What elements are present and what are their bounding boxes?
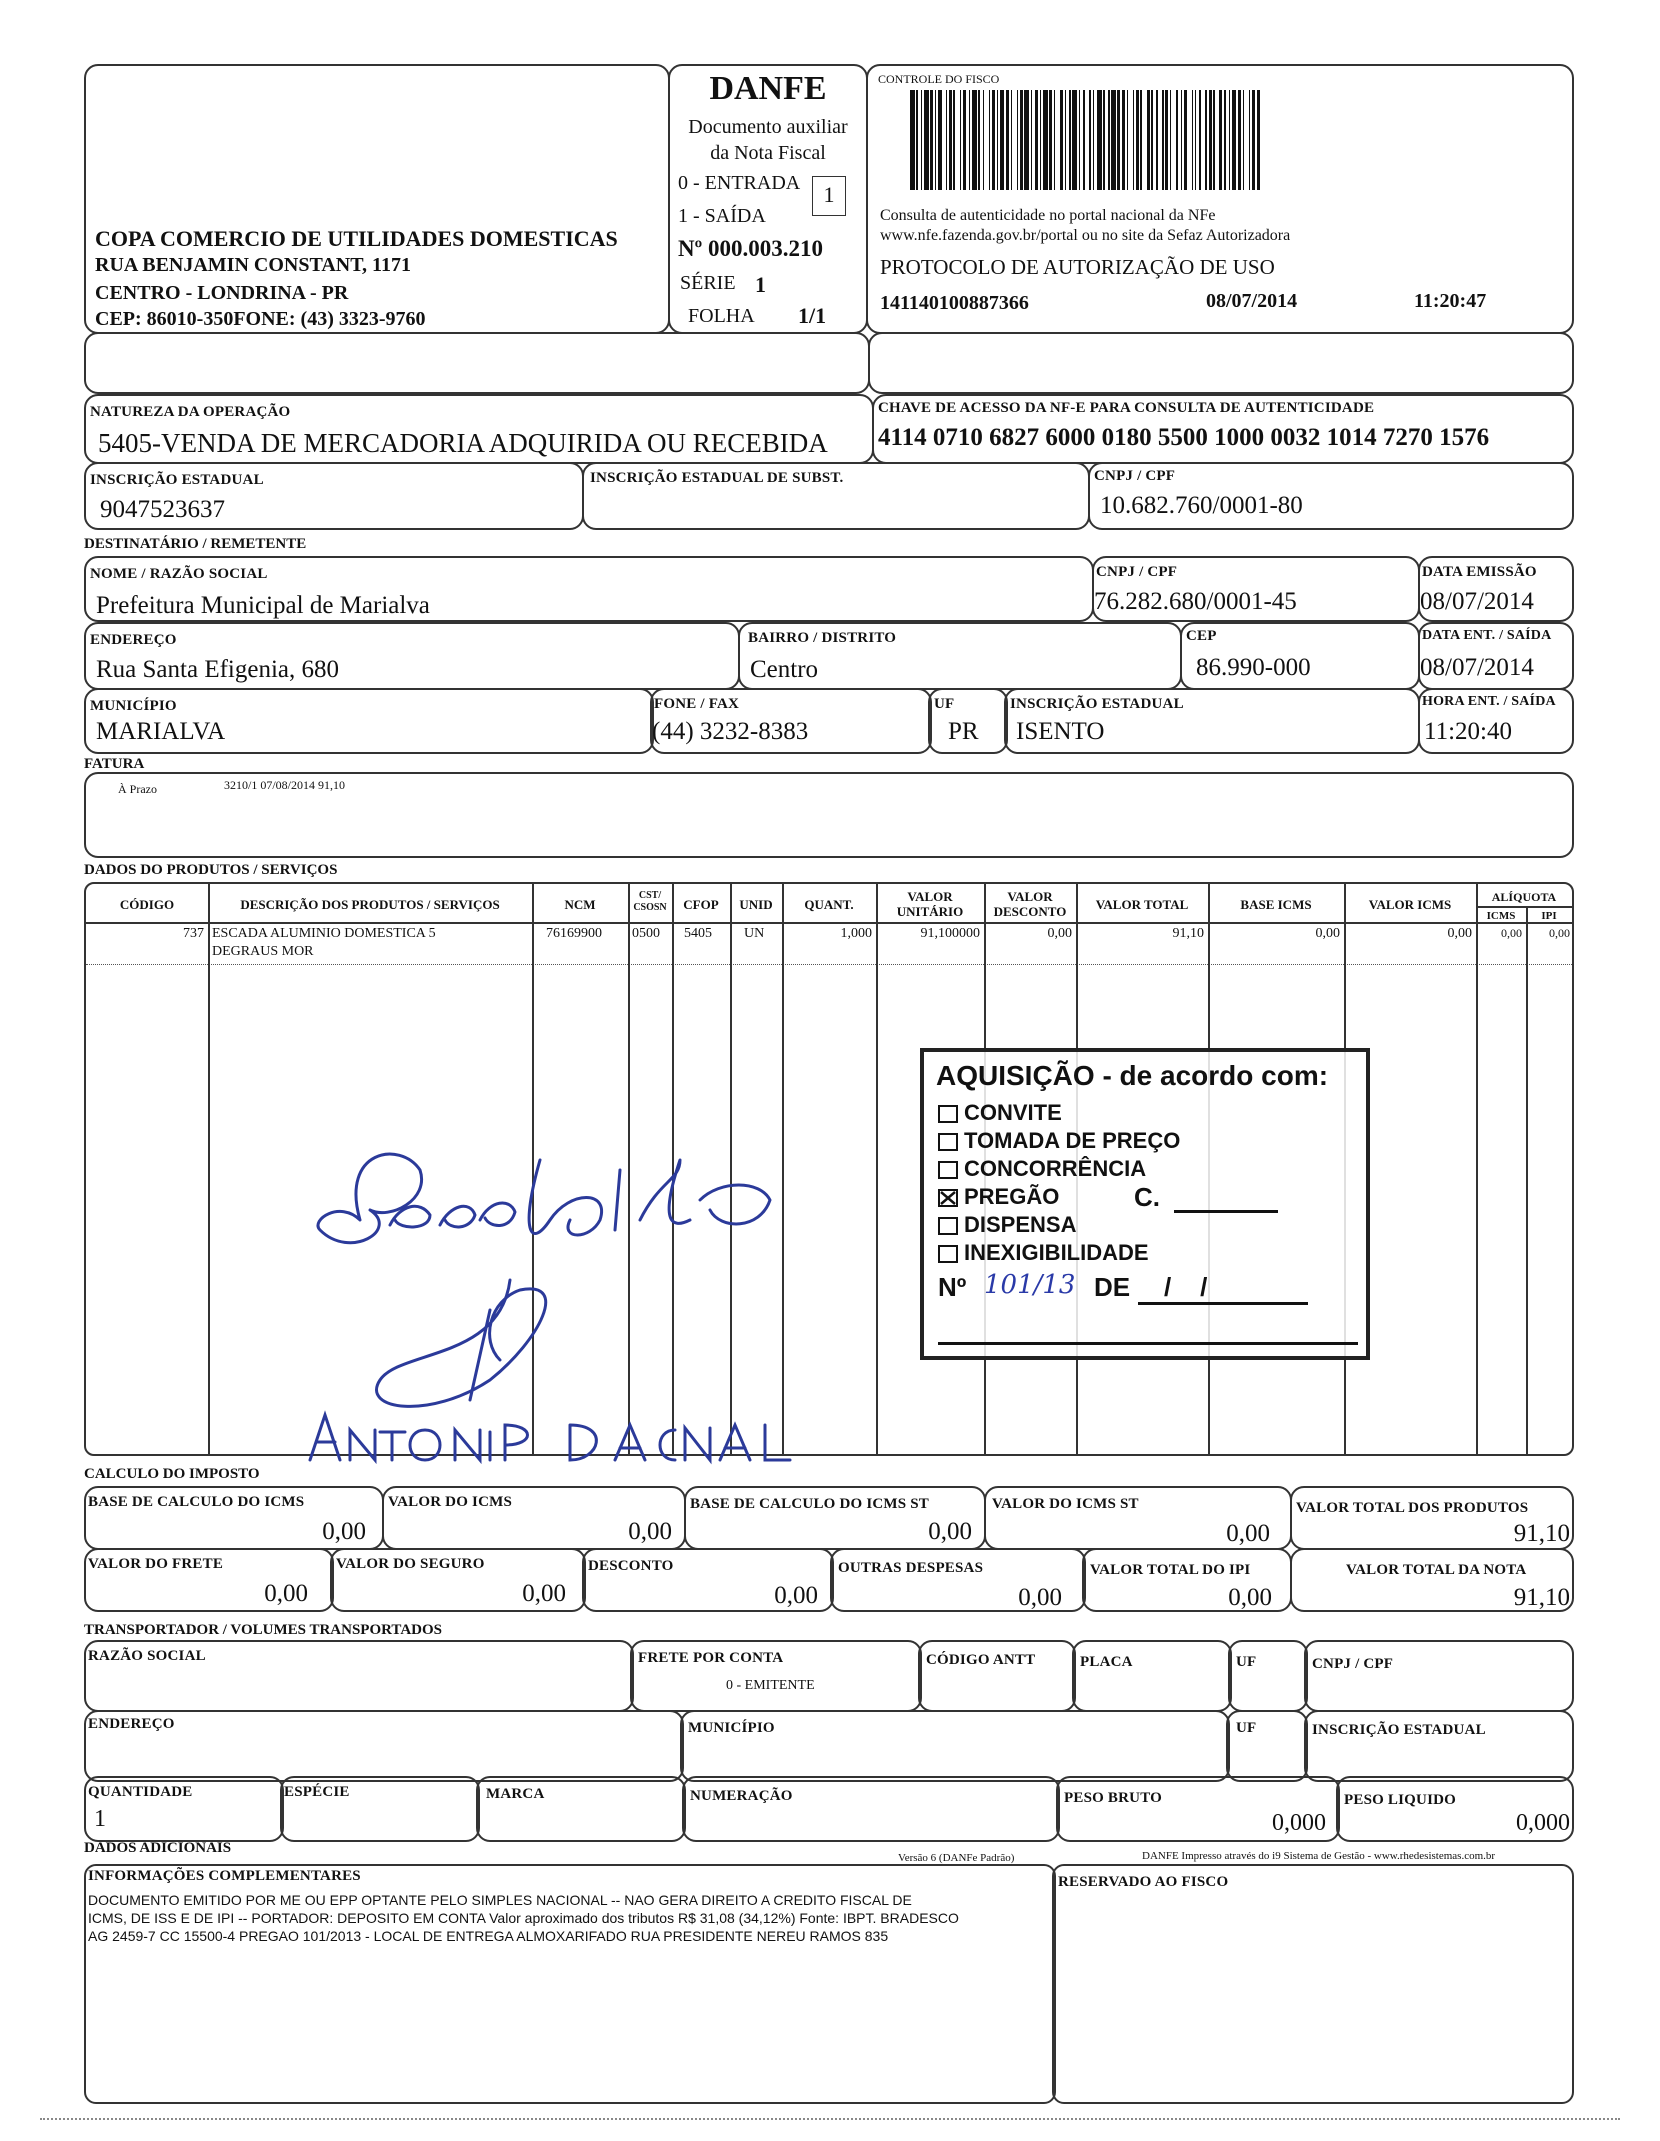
numeracao-label: NUMERAÇÃO xyxy=(690,1788,793,1804)
seguro-value: 0,00 xyxy=(522,1580,566,1607)
th-vdesc-2: DESCONTO xyxy=(993,904,1067,919)
products-header-line xyxy=(86,922,1572,924)
tax-basest-value: 0,00 xyxy=(928,1518,972,1545)
th-codigo: CÓDIGO xyxy=(119,897,175,912)
danfe-serie-label: SÉRIE xyxy=(680,272,736,294)
chave-label: CHAVE DE ACESSO DA NF-E PARA CONSULTA DE AUTENTICIDADE xyxy=(878,400,1375,416)
transport-municipio-label: MUNICÍPIO xyxy=(688,1720,775,1736)
bruto-value: 0,000 xyxy=(1272,1810,1326,1836)
handwritten-name-text xyxy=(320,1420,330,1421)
issuer-address: RUA BENJAMIN CONSTANT, 1171 xyxy=(95,254,411,276)
th-aliq-icms: ICMS xyxy=(1486,910,1516,922)
emissao-value: 08/07/2014 xyxy=(1420,588,1534,615)
tax-section: CALCULO DO IMPOSTO xyxy=(84,1466,260,1482)
blank-box-right xyxy=(868,332,1574,394)
danfe-entrada: 0 - ENTRADA xyxy=(678,172,801,194)
razao-label: RAZÃO SOCIAL xyxy=(88,1648,206,1664)
checkbox-icon xyxy=(938,1105,958,1123)
th-quant: QUANT. xyxy=(804,897,854,912)
stamp-item-pregao: PREGÃO xyxy=(938,1184,1059,1210)
transport-ie-label: INSCRIÇÃO ESTADUAL xyxy=(1312,1722,1486,1738)
info-line-2: ICMS, DE ISS E DE IPI -- PORTADOR: DEPOSITO EM CONTA Valor aproximado dos tributos R$ 31,08 (34,12%) Fonte: IBPT. BRADESCO xyxy=(88,1910,959,1926)
endereco-value: Rua Santa Efigenia, 680 xyxy=(96,656,339,683)
recipient-name-value: Prefeitura Municipal de Marialva xyxy=(96,592,430,619)
th-vunit-1: VALOR xyxy=(907,889,953,904)
tax-st-label: VALOR DO ICMS ST xyxy=(992,1496,1139,1512)
col-sep xyxy=(208,884,210,1454)
reservado-box xyxy=(1052,1864,1574,2104)
frete-conta-value: 0 - EMITENTE xyxy=(726,1678,815,1693)
row-vunit: 91,100000 xyxy=(920,926,980,941)
products-dotted-line xyxy=(86,964,1572,965)
chave-value: 4114 0710 6827 6000 0180 5500 1000 0032 1014 7270 1576 xyxy=(878,424,1490,451)
ipi-label: VALOR TOTAL DO IPI xyxy=(1090,1562,1251,1578)
stamp-item-tomada: TOMADA DE PREÇO xyxy=(938,1128,1180,1154)
row-unid: UN xyxy=(744,926,765,941)
stamp-item-convite: CONVITE xyxy=(938,1100,1062,1126)
th-aliq: ALÍQUOTA xyxy=(1491,890,1557,904)
row-cst: 0500 xyxy=(632,926,660,941)
checkbox-icon xyxy=(938,1161,958,1179)
stamp-de: DE xyxy=(1094,1272,1131,1302)
checkbox-icon xyxy=(938,1217,958,1235)
cep-label: CEP xyxy=(1186,628,1217,644)
protocolo-time: 11:20:47 xyxy=(1414,290,1487,312)
tax-icms-label: VALOR DO ICMS xyxy=(388,1494,513,1510)
stamp-c-line xyxy=(1174,1210,1278,1213)
barcode xyxy=(910,90,1550,190)
recipient-cnpj-value: 76.282.680/0001-45 xyxy=(1094,588,1297,615)
row-base: 0,00 xyxy=(1315,926,1340,941)
transport-endereco-label: ENDEREÇO xyxy=(88,1716,175,1732)
stamp-number-value: 101/13 xyxy=(984,1270,1076,1300)
stamp-number-label: Nº xyxy=(938,1272,967,1302)
protocolo-date: 08/07/2014 xyxy=(1206,290,1298,312)
blank-box-left xyxy=(84,332,870,394)
th-unid: UNID xyxy=(739,897,773,912)
municipio-value: MARIALVA xyxy=(96,718,226,745)
ipi-value: 0,00 xyxy=(1228,1584,1272,1611)
issuer-district: CENTRO - LONDRINA - PR xyxy=(95,282,349,304)
recipient-ie-value: ISENTO xyxy=(1016,718,1105,745)
municipio-label: MUNICÍPIO xyxy=(90,698,177,714)
tax-icms-value: 0,00 xyxy=(628,1518,672,1545)
row-desc-2: DEGRAUS MOR xyxy=(212,944,314,959)
danfe-folha-label: FOLHA xyxy=(688,305,755,327)
quant-value: 1 xyxy=(94,1806,106,1832)
row-vicms: 0,00 xyxy=(1447,926,1472,941)
stamp-c-label: C. xyxy=(1134,1182,1160,1212)
bairro-label: BAIRRO / DISTRITO xyxy=(748,630,897,646)
info-line-1: DOCUMENTO EMITIDO POR ME OU EPP OPTANTE PELO SIMPLES NACIONAL -- NAO GERA DIREITO A CREDITO FISCAL DE xyxy=(88,1892,912,1908)
uf-value: PR xyxy=(948,718,979,745)
stamp-title: AQUISIÇÃO - de acordo com: xyxy=(936,1060,1329,1091)
frete-conta-label: FRETE POR CONTA xyxy=(638,1650,784,1666)
stamp-bottom-line xyxy=(938,1342,1358,1345)
fisco-label: CONTROLE DO FISCO xyxy=(878,72,1000,86)
checkbox-icon xyxy=(938,1245,958,1263)
info-label: INFORMAÇÕES COMPLEMENTARES xyxy=(88,1868,361,1884)
tax-base-label: BASE DE CALCULO DO ICMS xyxy=(88,1494,305,1510)
handwritten-received-text xyxy=(360,1150,364,1151)
ent-label: DATA ENT. / SAÍDA xyxy=(1422,628,1552,643)
recipient-ie-label: INSCRIÇÃO ESTADUAL xyxy=(1010,696,1184,712)
stamp-item-inexigibilidade: INEXIGIBILIDADE xyxy=(938,1240,1149,1266)
version-text: Versão 6 (DANFe Padrão) xyxy=(898,1852,1015,1864)
natureza-label: NATUREZA DA OPERAÇÃO xyxy=(90,404,291,420)
seguro-label: VALOR DO SEGURO xyxy=(336,1556,485,1572)
protocolo-label: PROTOCOLO DE AUTORIZAÇÃO DE USO xyxy=(880,255,1275,279)
danfe-folha-value: 1/1 xyxy=(798,303,827,328)
emit-cnpj-label: CNPJ / CPF xyxy=(1094,468,1176,484)
antt-label: CÓDIGO ANTT xyxy=(926,1652,1036,1668)
tax-st-value: 0,00 xyxy=(1226,1520,1270,1547)
stamp-item-dispensa: DISPENSA xyxy=(938,1212,1076,1238)
checkbox-icon xyxy=(938,1133,958,1151)
desconto-label: DESCONTO xyxy=(588,1558,674,1574)
transport-cnpj-box xyxy=(1304,1640,1574,1712)
col-sep xyxy=(1476,884,1478,1454)
hora-value: 11:20:40 xyxy=(1424,718,1512,745)
row-vdesc: 0,00 xyxy=(1047,926,1072,941)
danfe-title: DANFE xyxy=(709,70,827,107)
recipient-cnpj-label: CNPJ / CPF xyxy=(1096,564,1178,580)
tax-base-value: 0,00 xyxy=(322,1518,366,1545)
stamp-date-line xyxy=(1138,1302,1308,1305)
th-descricao: DESCRIÇÃO DOS PRODUTOS / SERVIÇOS xyxy=(240,897,500,912)
stamp-slashes: / / xyxy=(1164,1272,1208,1302)
scan-edge-line xyxy=(40,2118,1620,2120)
th-cst-2: CSOSN xyxy=(633,902,667,913)
th-vicms: VALOR ICMS xyxy=(1368,897,1452,912)
ie-subst-label: INSCRIÇÃO ESTADUAL DE SUBST. xyxy=(590,470,844,486)
outras-label: OUTRAS DESPESAS xyxy=(838,1560,984,1576)
acquisition-stamp xyxy=(920,1048,1370,1360)
row-codigo: 737 xyxy=(183,926,204,941)
cep-value: 86.990-000 xyxy=(1196,654,1311,681)
row-quant: 1,000 xyxy=(840,926,872,941)
recipient-name-label: NOME / RAZÃO SOCIAL xyxy=(90,566,268,582)
checked-checkbox-icon xyxy=(938,1189,958,1207)
th-vdesc-1: VALOR xyxy=(1007,889,1053,904)
row-ncm: 76169900 xyxy=(546,926,602,941)
fone-value: (44) 3232-8383 xyxy=(652,718,809,745)
natureza-value: 5405-VENDA DE MERCADORIA ADQUIRIDA OU RECEBIDA xyxy=(98,428,828,458)
tax-totalprod-label: VALOR TOTAL DOS PRODUTOS xyxy=(1296,1500,1529,1516)
emit-cnpj-value: 10.682.760/0001-80 xyxy=(1100,492,1303,519)
hora-label: HORA ENT. / SAÍDA xyxy=(1422,694,1556,709)
info-line-3: AG 2459-7 CC 15500-4 PREGAO 101/2013 - LOCAL DE ENTREGA ALMOXARIFADO RUA PRESIDENTE NEREU RAMOS 835 xyxy=(88,1928,889,1944)
danfe-saida: 1 - SAÍDA xyxy=(678,205,766,227)
th-vunit-2: UNITÁRIO xyxy=(896,904,964,919)
handwritten-received-signature xyxy=(280,1080,840,1480)
danfe-type-value: 1 xyxy=(823,182,835,207)
totalnota-label: VALOR TOTAL DA NOTA xyxy=(1346,1562,1527,1578)
danfe-subtitle-1: Documento auxiliar xyxy=(688,116,848,138)
danfe-subtitle-2: da Nota Fiscal xyxy=(710,142,826,164)
ie-value: 9047523637 xyxy=(100,496,225,523)
transport-uf2-label: UF xyxy=(1236,1720,1257,1736)
recipient-section: DESTINATÁRIO / REMETENTE xyxy=(84,536,307,552)
printed-by-text: DANFE Impresso através do i9 Sistema de Gestão - www.rhedesistemas.com.br xyxy=(1142,1850,1496,1862)
endereco-label: ENDEREÇO xyxy=(90,632,177,648)
fatura-section: FATURA xyxy=(84,756,145,772)
desconto-value: 0,00 xyxy=(774,1582,818,1609)
transport-uf-label: UF xyxy=(1236,1654,1257,1670)
th-base: BASE ICMS xyxy=(1240,897,1312,912)
transport-section: TRANSPORTADOR / VOLUMES TRANSPORTADOS xyxy=(84,1622,443,1638)
col-sep xyxy=(876,884,878,1454)
row-cfop: 5405 xyxy=(684,926,712,941)
danfe-number: Nº 000.003.210 xyxy=(678,236,823,261)
tax-basest-label: BASE DE CALCULO DO ICMS ST xyxy=(690,1496,929,1512)
liquido-label: PESO LIQUIDO xyxy=(1344,1792,1457,1808)
additional-section: DADOS ADICIONAIS xyxy=(84,1840,232,1856)
th-cfop: CFOP xyxy=(683,897,719,912)
marca-label: MARCA xyxy=(486,1786,545,1802)
placa-label: PLACA xyxy=(1080,1654,1133,1670)
issuer-cep-phone: CEP: 86010-350FONE: (43) 3323-9760 xyxy=(95,308,426,330)
col-sep xyxy=(1526,908,1528,1454)
especie-label: ESPÉCIE xyxy=(284,1784,350,1800)
transport-cnpj-label: CNPJ / CPF xyxy=(1312,1656,1394,1672)
protocolo-number: 141140100887366 xyxy=(880,292,1029,314)
bruto-label: PESO BRUTO xyxy=(1064,1790,1162,1806)
barcode-bar xyxy=(1260,90,1265,190)
fatura-detail: 3210/1 07/08/2014 91,10 xyxy=(224,778,346,792)
numeracao-box xyxy=(682,1776,1060,1842)
transport-uf-box xyxy=(1228,1640,1308,1712)
placa-box xyxy=(1072,1640,1232,1712)
liquido-value: 0,000 xyxy=(1516,1810,1570,1836)
reservado-label: RESERVADO AO FISCO xyxy=(1058,1874,1229,1890)
row-aliq-ipi: 0,00 xyxy=(1549,926,1570,940)
ent-value: 08/07/2014 xyxy=(1420,654,1534,681)
row-aliq-icms: 0,00 xyxy=(1501,926,1522,940)
bairro-value: Centro xyxy=(750,656,819,683)
products-section: DADOS DO PRODUTOS / SERVIÇOS xyxy=(84,862,338,878)
frete-value: 0,00 xyxy=(264,1580,308,1607)
row-desc-1: ESCADA ALUMINIO DOMESTICA 5 xyxy=(212,926,436,941)
uf-label: UF xyxy=(934,696,955,712)
ie-label: INSCRIÇÃO ESTADUAL xyxy=(90,472,264,488)
emissao-label: DATA EMISSÃO xyxy=(1422,564,1537,580)
fisco-consulta-2: www.nfe.fazenda.gov.br/portal ou no site da Sefaz Autorizadora xyxy=(880,227,1291,244)
th-cst-1: CST/ xyxy=(638,890,662,901)
totalnota-value: 91,10 xyxy=(1513,1584,1570,1611)
th-ncm: NCM xyxy=(564,897,596,912)
danfe-serie-value: 1 xyxy=(755,272,766,297)
row-vtotal: 91,10 xyxy=(1172,926,1204,941)
stamp-item-concorrencia: CONCORRÊNCIA xyxy=(938,1156,1146,1182)
fone-label: FONE / FAX xyxy=(654,696,740,712)
antt-box xyxy=(918,1640,1076,1712)
fatura-prazo: À Prazo xyxy=(118,782,157,796)
th-vtotal: VALOR TOTAL xyxy=(1095,897,1189,912)
tax-totalprod-value: 91,10 xyxy=(1513,1520,1570,1547)
aliq-sep xyxy=(1476,906,1572,908)
th-aliq-ipi: IPI xyxy=(1541,910,1557,922)
fisco-consulta-1: Consulta de autenticidade no portal nacional da NFe xyxy=(880,207,1216,224)
outras-value: 0,00 xyxy=(1018,1584,1062,1611)
transport-ie-box xyxy=(1304,1710,1574,1782)
issuer-name: COPA COMERCIO DE UTILIDADES DOMESTICAS xyxy=(95,226,618,251)
frete-label: VALOR DO FRETE xyxy=(88,1556,224,1572)
quant-label: QUANTIDADE xyxy=(88,1784,193,1800)
